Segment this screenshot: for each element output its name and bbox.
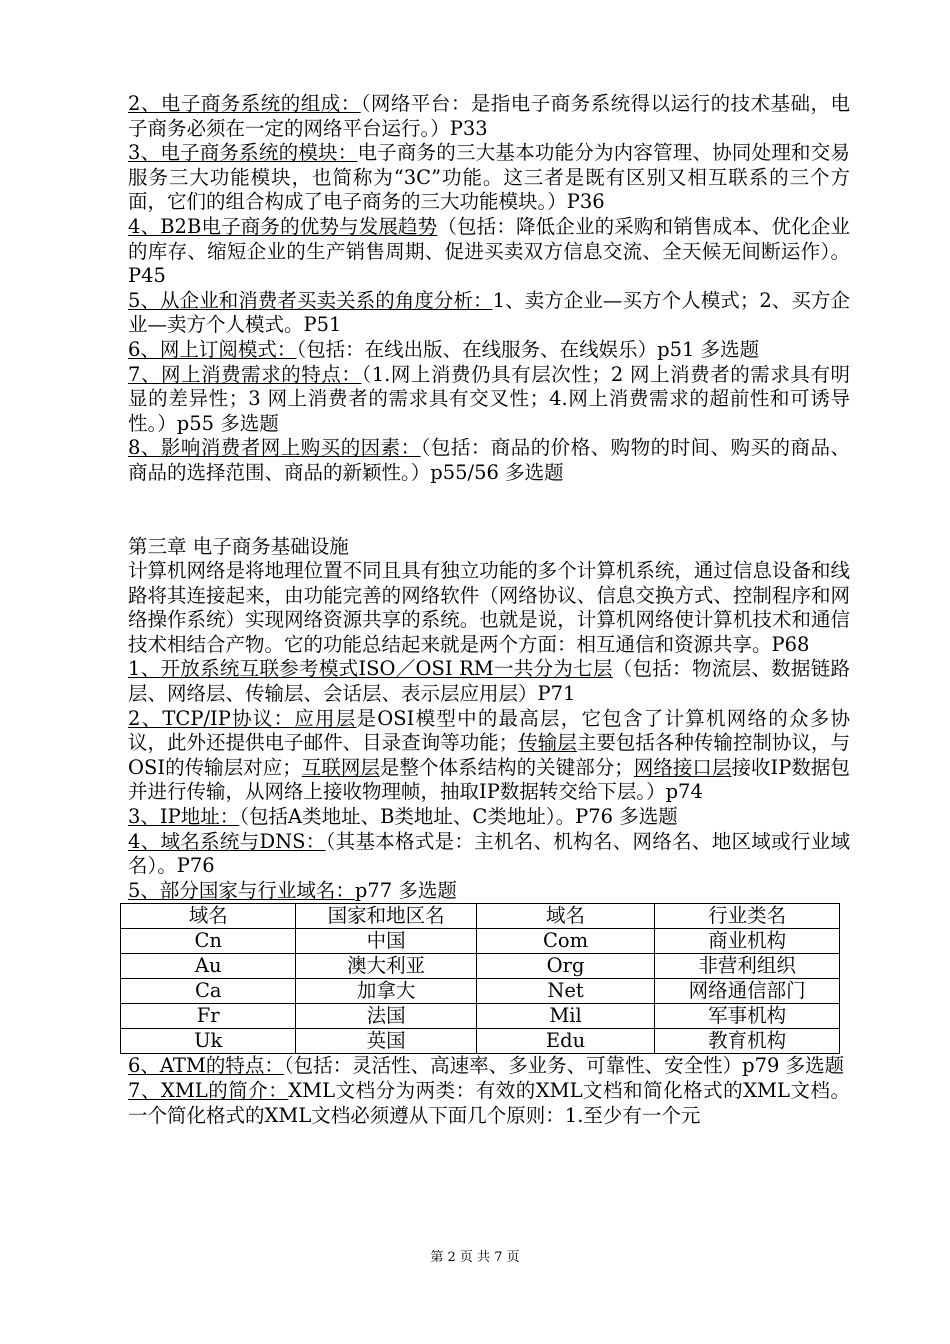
item-body: 电子商务的三大基本功能分为内容管理、协同处理和交易服务三大功能模块，也简称为“3C”功能。这三者是既有区别又相互联系的三个方面，它们的组合构成了电子商务的三大功能模块。）P36 bbox=[128, 141, 850, 214]
layer-body: 接收IP数据包并进行传输，从网络上接收物理帧，抽取IP数据转交给下层。）p74 bbox=[128, 755, 850, 804]
layer-body: 是OSI模型中的最高层，它包含了计算机网络的众多协议，此外还提供电子邮件、目录查询等功能； bbox=[128, 706, 850, 755]
table-cell: Uk bbox=[121, 1029, 296, 1054]
item-body: （其基本格式是：主机名、机构名、网络名、地区域或行业域名）。P76 bbox=[128, 829, 850, 878]
list-item bbox=[128, 879, 850, 904]
list-item bbox=[128, 141, 850, 215]
table-cell: 网络通信部门 bbox=[655, 979, 840, 1004]
item-title: 3、电子商务系统的模块： bbox=[128, 141, 358, 165]
chapter-heading: 第三章 电子商务基础设施 bbox=[128, 534, 349, 558]
list-item bbox=[128, 830, 850, 879]
item-body: （包括：在线出版、在线服务、在线娱乐）p51 多选题 bbox=[296, 337, 760, 361]
item-title: 1、开放系统互联参考模式ISO／OSI RM一共分为七层 bbox=[128, 657, 613, 681]
item-title: 6、ATM的特点： bbox=[128, 1054, 284, 1078]
table-cell: Com bbox=[476, 929, 654, 954]
item-title: 4、B2B电子商务的优势与发展趋势 bbox=[128, 214, 438, 238]
table-header-cell: 域名 bbox=[121, 904, 296, 929]
item-title: 7、XML的简介： bbox=[128, 1079, 289, 1102]
list-item bbox=[128, 92, 850, 141]
item-body: p77 多选题 bbox=[354, 878, 457, 902]
layer-title: 应用层 bbox=[294, 706, 357, 730]
table-cell: Ca bbox=[121, 979, 296, 1004]
table-cell: 澳大利亚 bbox=[296, 954, 476, 979]
item-title: 5、部分国家与行业域名： bbox=[128, 878, 355, 902]
layer-body: 是整个体系结构的关键部分； bbox=[379, 755, 634, 779]
table-row bbox=[121, 1004, 840, 1029]
table-cell: Cn bbox=[121, 929, 296, 954]
table-header-cell: 域名 bbox=[476, 904, 654, 929]
table-cell: 教育机构 bbox=[655, 1029, 840, 1054]
item-title: 8、影响消费者网上购买的因素： bbox=[128, 436, 421, 460]
item-title: 7、网上消费需求的特点： bbox=[128, 362, 362, 386]
table-cell: Net bbox=[476, 979, 654, 1004]
item-body: （包括A类地址、B类地址、C类地址）。P76 多选题 bbox=[239, 805, 678, 829]
table-cell: 商业机构 bbox=[655, 929, 840, 954]
layer-title: 互联网层 bbox=[301, 755, 380, 779]
page-footer: 第 2 页 共 7 页 bbox=[430, 1250, 520, 1265]
table-cell: Org bbox=[476, 954, 654, 979]
list-item bbox=[128, 215, 850, 289]
table-cell: Fr bbox=[121, 1004, 296, 1029]
list-item bbox=[128, 363, 850, 437]
list-item bbox=[128, 707, 850, 805]
item-title: 2、电子商务系统的组成： bbox=[128, 92, 361, 115]
table-row bbox=[121, 929, 840, 954]
table-cell: 英国 bbox=[296, 1029, 476, 1054]
list-item bbox=[128, 436, 850, 485]
table-cell: 中国 bbox=[296, 929, 476, 954]
item-title: 2、TCP/IP协议： bbox=[128, 706, 295, 730]
table-row bbox=[121, 954, 840, 979]
table-cell: Mil bbox=[476, 1004, 654, 1029]
document-body bbox=[128, 92, 850, 1128]
section-gap bbox=[128, 486, 850, 535]
list-item bbox=[128, 1054, 850, 1079]
item-title: 4、域名系统与DNS： bbox=[128, 829, 326, 853]
table-cell: Edu bbox=[476, 1029, 654, 1054]
chapter-intro: 计算机网络是将地理位置不同且具有独立功能的多个计算机系统，通过信息设备和线路将其连接起来，由功能完善的网络软件（网络协议、信息交换方式、控制程序和网络操作系统）实现网络资源共享的系统。也就是说，计算机网络使计算机技术和通信技术相结合产物。它的功能总结起来就是两个方面：相互通信和资源共享。P68 bbox=[128, 559, 850, 656]
table-header-cell: 国家和地区名 bbox=[296, 904, 476, 929]
table-cell: Au bbox=[121, 954, 296, 979]
item-body: （包括：商品的价格、购物的时间、购买的商品、商品的选择范围、商品的新颖性。）p55/56 多选题 bbox=[128, 436, 850, 484]
item-body: XML文档分为两类：有效的XML文档和简化格式的XML文档。一个简化格式的XML文档必须遵从下面几个原则：1.至少有一个元 bbox=[128, 1079, 850, 1127]
table-cell: 军事机构 bbox=[655, 1004, 840, 1029]
list-item bbox=[128, 657, 850, 706]
item-body: （网络平台：是指电子商务系统得以运行的技术基础，电子商务必须在一定的网络平台运行。）P33 bbox=[128, 92, 850, 140]
table-header-row bbox=[121, 904, 840, 929]
table-cell: 加拿大 bbox=[296, 979, 476, 1004]
item-body: （1.网上消费仍具有层次性；2 网上消费者的需求具有明显的差异性；3 网上消费者的需求具有交叉性；4.网上消费需求的超前性和可诱导性。）p55 多选题 bbox=[128, 362, 850, 435]
item-body: 1、卖方企业—买方个人模式；2、买方企业—卖方个人模式。P51 bbox=[128, 288, 850, 337]
table-row bbox=[121, 1029, 840, 1054]
list-item bbox=[128, 338, 850, 363]
table-cell: 非营利组织 bbox=[655, 954, 840, 979]
item-body: （包括：物流层、数据链路层、网络层、传输层、会话层、表示层应用层）P71 bbox=[128, 657, 850, 706]
list-item bbox=[128, 1079, 850, 1128]
item-body: （包括：降低企业的采购和销售成本、优化企业的库存、缩短企业的生产销售周期、促进买卖双方信息交流、全天候无间断运作）。P45 bbox=[128, 214, 850, 288]
layer-title: 网络接口层 bbox=[633, 755, 732, 779]
item-title: 6、网上订阅模式： bbox=[128, 337, 297, 361]
item-title: 5、从企业和消费者买卖关系的角度分析： bbox=[128, 288, 493, 312]
item-body: （包括：灵活性、高速率、多业务、可靠性、安全性）p79 多选题 bbox=[283, 1054, 845, 1078]
list-item bbox=[128, 805, 850, 830]
layer-body: 主要包括各种传输控制协议，与OSI的传输层对应； bbox=[128, 731, 850, 779]
item-title: 3、IP地址： bbox=[128, 805, 240, 829]
table-row bbox=[121, 979, 840, 1004]
layer-title: 传输层 bbox=[518, 731, 577, 755]
domain-table bbox=[120, 903, 840, 1054]
list-item bbox=[128, 289, 850, 338]
table-cell: 法国 bbox=[296, 1004, 476, 1029]
table-header-cell: 行业类名 bbox=[655, 904, 840, 929]
